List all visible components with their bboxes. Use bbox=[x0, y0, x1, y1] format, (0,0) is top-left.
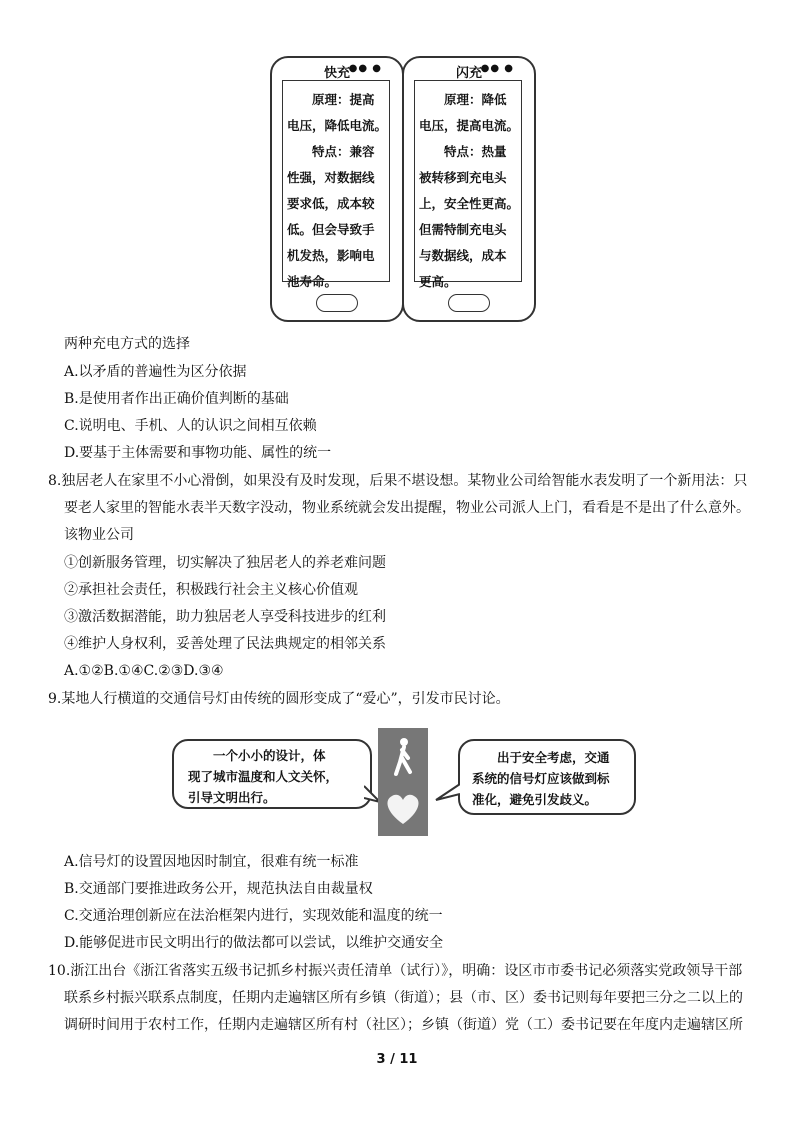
q8-item: ③激活数据潜能，助力独居老人享受科技进步的红利 bbox=[64, 609, 386, 625]
page-number: 3 / 11 bbox=[376, 1052, 418, 1067]
phone-flash-charge bbox=[402, 56, 536, 322]
q8-item: ①创新服务管理，切实解决了独居老人的养老难问题 bbox=[64, 555, 386, 571]
phone-title: 快充 bbox=[323, 66, 350, 81]
phone-fast-charge bbox=[270, 56, 404, 322]
camera-icon: ●● ● bbox=[348, 63, 382, 74]
q10-stem-line: 调研时间用于农村工作，任期内走遍辖区所有村（社区）；乡镇（街道）党（工）委书记要在年度内走遍辖区所 bbox=[64, 1017, 743, 1033]
traffic-signal-image bbox=[378, 728, 428, 836]
q7-stem: 两种充电方式的选择 bbox=[64, 336, 190, 352]
camera-icon: ●● ● bbox=[480, 63, 514, 74]
q9-option-b: B.交通部门要推进政务公开，规范执法自由裁量权 bbox=[64, 881, 373, 897]
q8-stem-line: 该物业公司 bbox=[64, 527, 134, 543]
q8-stem-line: 8.独居老人在家里不小心滑倒，如果没有及时发现，后果不堪设想。某物业公司给智能水表发明了一个新用法：只 bbox=[48, 473, 748, 489]
q10-stem-line: 10.浙江出台《浙江省落实五级书记抓乡村振兴责任清单（试行）》，明确：设区市市委书记必须落实党政领导干部 bbox=[48, 963, 743, 979]
q7-option-a: A.以矛盾的普遍性为区分依据 bbox=[64, 364, 247, 380]
phone-text: 原理：提高 电压，降低电流。 特点：兼容 性强，对数据线 要求低，成本较 低。但会导致手 机发热，影响电 池寿命。 bbox=[287, 92, 388, 289]
home-button-icon bbox=[448, 294, 490, 312]
speech-bubble-left: 一个小小的设计，体 现了城市温度和人文关怀， 引导文明出行。 bbox=[172, 739, 372, 809]
pedestrian-heart-signal-icon bbox=[378, 728, 428, 836]
bubble-tail-right bbox=[434, 780, 460, 804]
phone-screen bbox=[414, 80, 522, 289]
home-button-icon bbox=[316, 294, 358, 312]
speech-bubble-right: 出于安全考虑，交通 系统的信号灯应该做到标 准化，避免引发歧义。 bbox=[458, 739, 636, 815]
q9-option-c: C.交通治理创新应在法治框架内进行，实现效能和温度的统一 bbox=[64, 908, 443, 924]
phone-text: 原理：降低 电压，提高电流。 特点：热量 被转移到充电头 上，安全性更高。 但需特制充电头 与数据线，成本 更高。 bbox=[419, 92, 520, 289]
q9-stem: 9.某地人行横道的交通信号灯由传统的圆形变成了“爱心”，引发市民讨论。 bbox=[48, 691, 510, 707]
phone-screen bbox=[282, 80, 390, 289]
q7-option-c: C.说明电、手机、人的认识之间相互依赖 bbox=[64, 418, 317, 434]
q8-item: ②承担社会责任，积极践行社会主义核心价值观 bbox=[64, 582, 358, 598]
q9-option-d: D.能够促进市民文明出行的做法都可以尝试，以维护交通安全 bbox=[64, 935, 444, 951]
q8-item: ④维护人身权利，妥善处理了民法典规定的相邻关系 bbox=[64, 636, 386, 652]
q7-option-d: D.要基于主体需要和事物功能、属性的统一 bbox=[64, 445, 332, 461]
phone-title: 闪充 bbox=[455, 66, 482, 81]
q9-option-a: A.信号灯的设置因地因时制宜，很难有统一标准 bbox=[64, 854, 359, 870]
q8-stem-line: 要老人家里的智能水表半天数字没动，物业系统就会发出提醒，物业公司派人上门，看看是不是出了什么意外。 bbox=[64, 500, 750, 516]
q10-stem-line: 联系乡村振兴联系点制度，任期内走遍辖区所有乡镇（街道）；县（市、区）委书记则每年要把三分之二以上的 bbox=[64, 990, 743, 1006]
q8-options: A.①②B.①④C.②③D.③④ bbox=[64, 663, 224, 679]
q7-option-b: B.是使用者作出正确价值判断的基础 bbox=[64, 391, 289, 407]
